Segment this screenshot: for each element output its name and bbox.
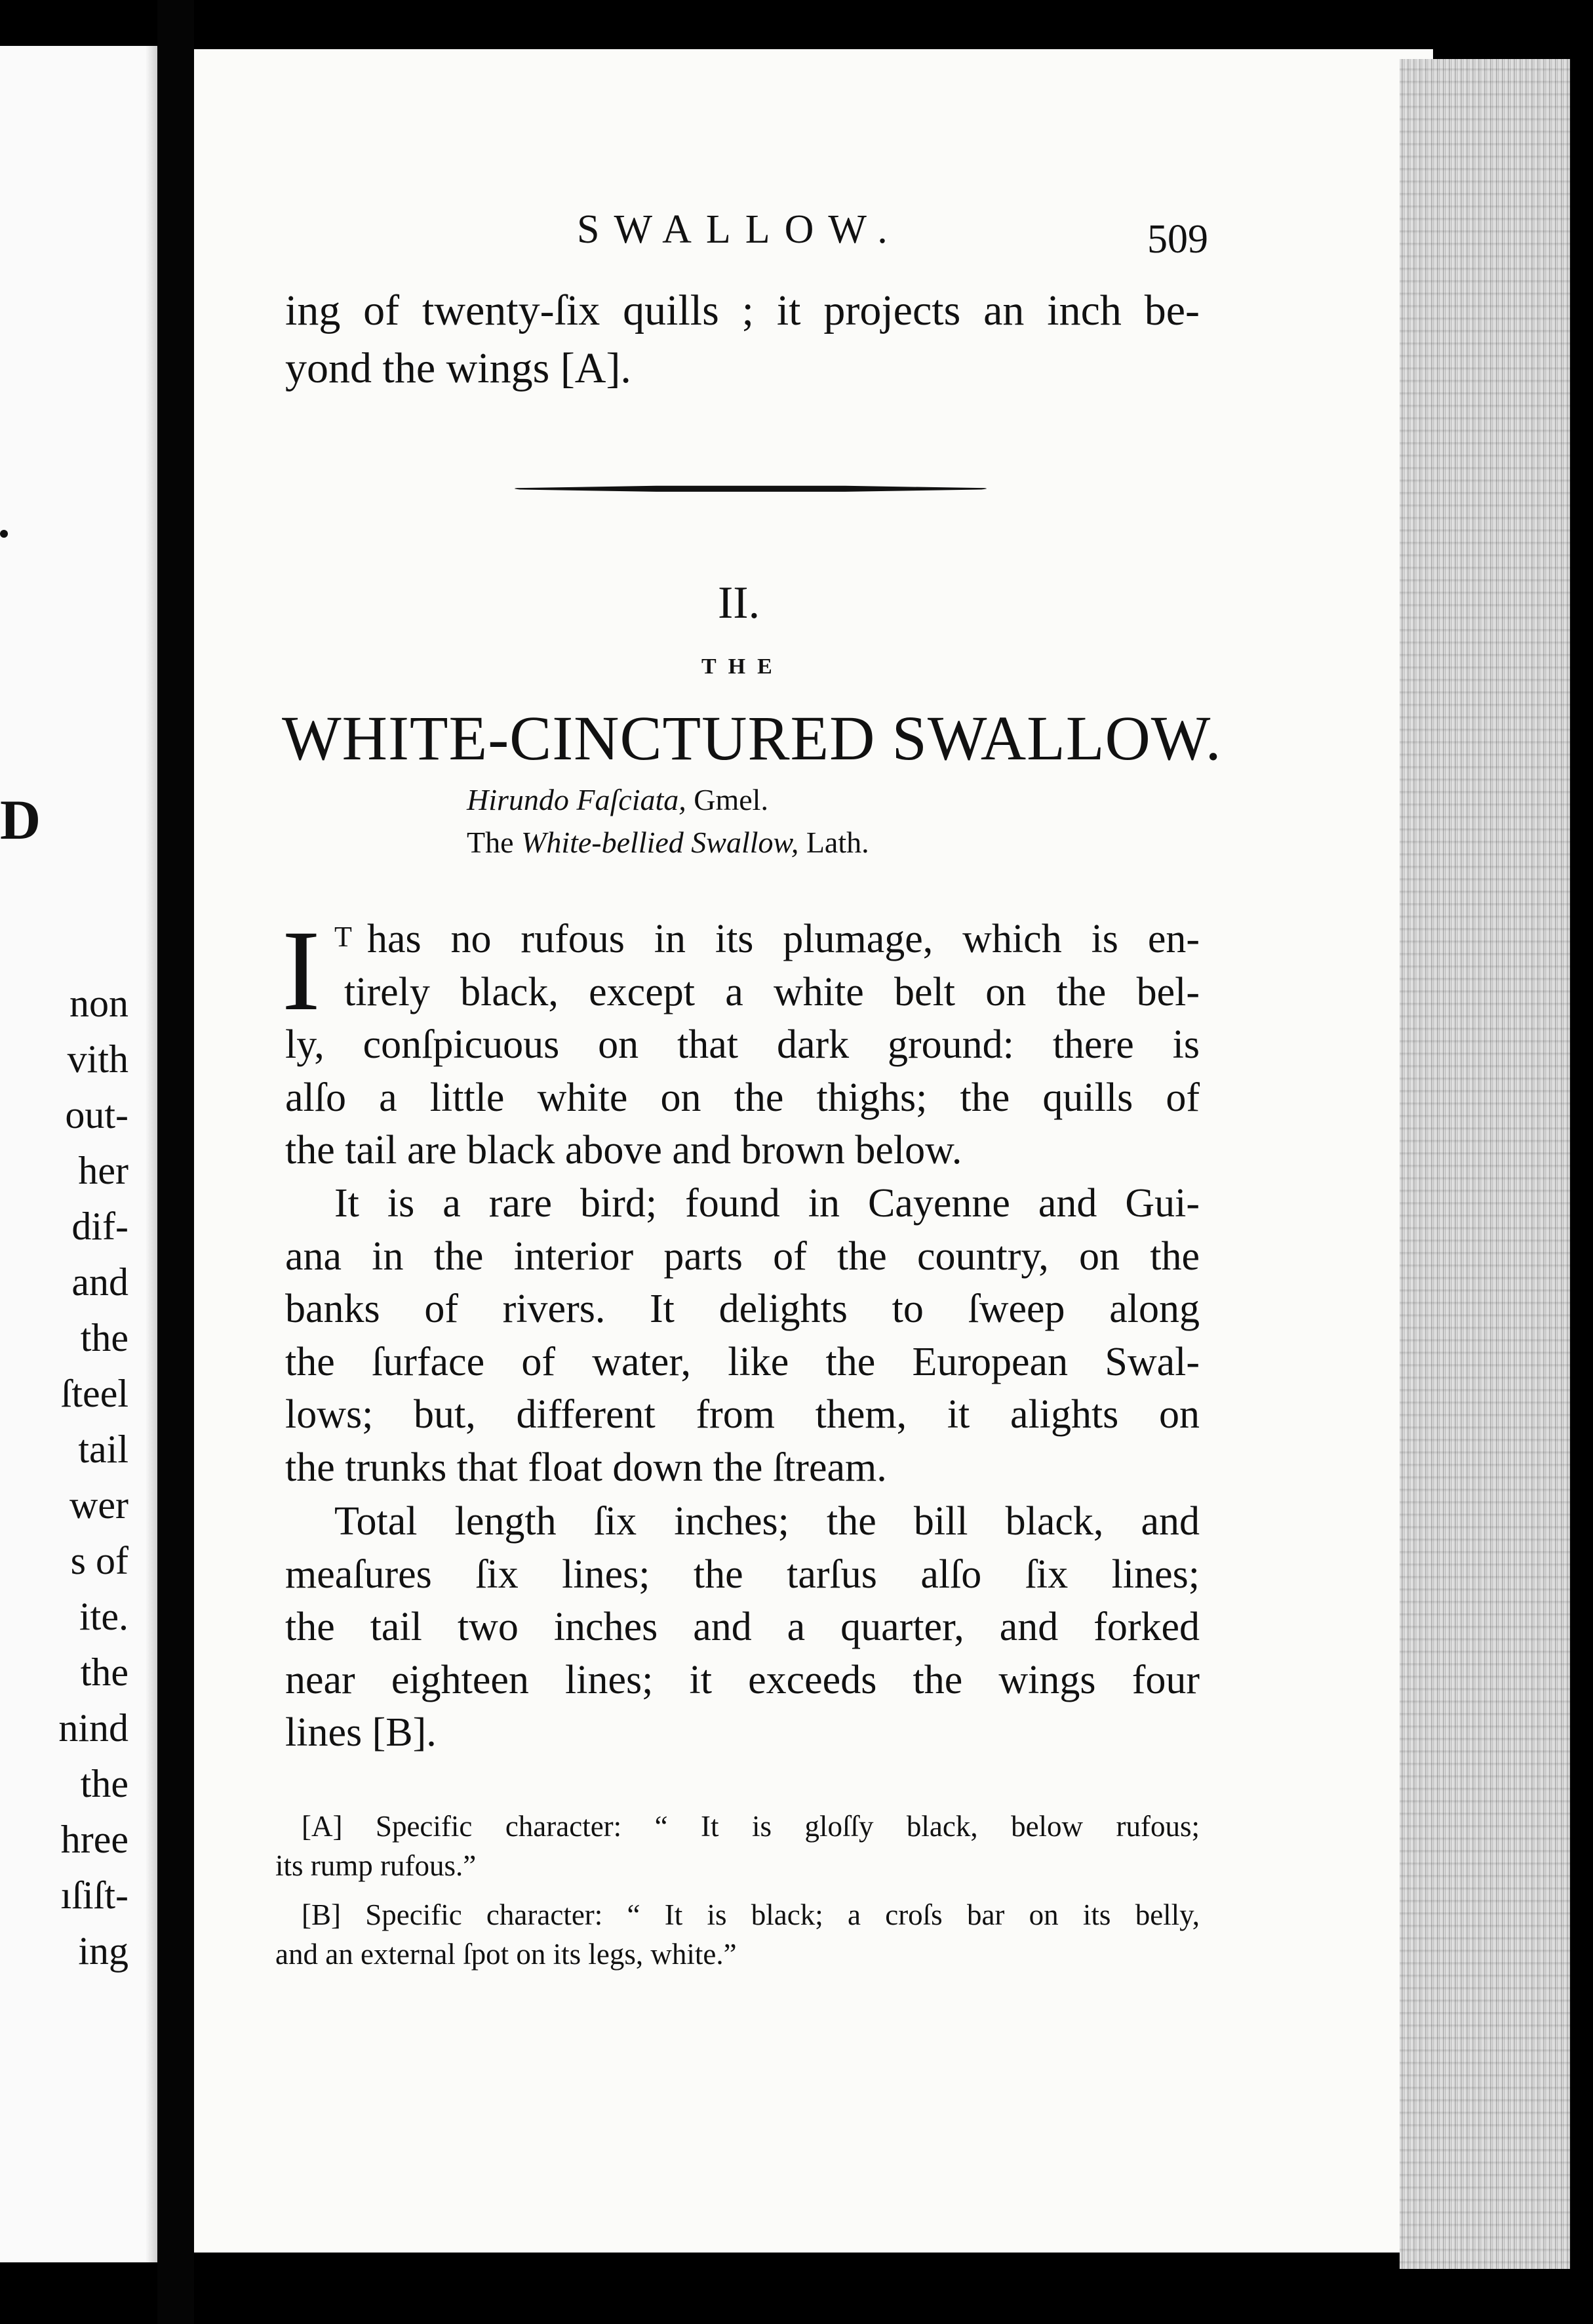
left-page-fragment: her <box>78 1149 128 1192</box>
left-page-fragment: wer <box>69 1483 128 1527</box>
book-gutter <box>157 0 194 2324</box>
left-page-fragment: ſteel <box>60 1372 128 1415</box>
paragraph-2 <box>285 1177 1200 1494</box>
left-page-gutter-shadow <box>146 46 157 2262</box>
left-page-fragment: nind <box>58 1706 128 1750</box>
drop-cap-small-caps: T <box>334 921 353 953</box>
synonym-latham-name: White-bellied Swallow, <box>521 826 799 859</box>
paragraph-3-line-2: meaſures ſix lines; the tarſus alſo ſix lines; <box>285 1552 1200 1597</box>
paragraph-1-line-2: tirely black, except a white belt on the bel- <box>344 969 1200 1014</box>
paragraph-3-line-5: lines [B]. <box>285 1710 437 1755</box>
section-title: WHITE-CINCTURED SWALLOW. <box>282 703 1222 773</box>
synonym-latham <box>467 825 869 860</box>
running-title: SWALLOW. <box>577 207 902 252</box>
left-page-fragment: ite. <box>79 1595 128 1638</box>
left-page-fragment: non <box>69 982 128 1025</box>
continuation-line-1: ing of twenty-ſix quills ; it projects an inch be- <box>285 287 1200 334</box>
paragraph-1 <box>285 913 1200 1177</box>
left-page-fragment: hree <box>60 1818 128 1861</box>
footnote-a-line-1: [A] Specific character: “ It is gloſſy black, below rufous; <box>302 1810 1200 1843</box>
left-page-fragment: tail <box>78 1428 128 1471</box>
left-page-fragment: the <box>80 1316 128 1359</box>
continuation-text <box>285 282 1200 397</box>
paragraph-2-line-4: the ſurface of water, like the European Swal- <box>285 1339 1200 1384</box>
synonym-gmelin <box>467 782 768 817</box>
left-page-fragment: vith <box>67 1037 128 1081</box>
page-edges <box>1400 59 1570 2269</box>
footnote-a <box>275 1807 1200 1885</box>
left-page-mark <box>0 530 8 538</box>
footnote-b-line-2: and an external ſpot on its legs, white.” <box>275 1938 737 1971</box>
left-page-fragment: the <box>80 1762 128 1805</box>
synonym-latham-prefix: The <box>467 826 514 859</box>
paragraph-1-line-4: alſo a little white on the thighs; the quills of <box>285 1075 1200 1120</box>
paragraph-2-line-1: It is a rare bird; found in Cayenne and Gui- <box>334 1181 1200 1226</box>
left-page-fragment: the <box>80 1651 128 1694</box>
synonym-gmelin-author: Gmel. <box>694 783 768 816</box>
paragraph-2-line-2: ana in the interior parts of the country, on the <box>285 1233 1200 1279</box>
left-page-fragment: dif- <box>71 1205 128 1248</box>
footnote-b-line-1: [B] Specific character: “ It is black; a croſs bar on its belly, <box>302 1898 1200 1931</box>
paragraph-1-line-5: the tail are black above and brown below. <box>285 1128 962 1173</box>
paragraph-3 <box>285 1495 1200 1759</box>
section-article: THE <box>701 654 784 679</box>
left-page-fragment: ıſiſt- <box>60 1873 128 1917</box>
synonym-gmelin-name: Hirundo Faſciata, <box>467 783 686 816</box>
left-page-fragment: out- <box>65 1093 128 1136</box>
footnote-a-line-2: its rump rufous.” <box>275 1849 477 1882</box>
left-page-fragment: and <box>71 1260 128 1304</box>
left-page-heading-fragment: D <box>0 788 41 851</box>
paragraph-3-line-1: Total length ſix inches; the bill black, and <box>334 1499 1200 1544</box>
left-page-fragment: s of <box>70 1539 128 1582</box>
left-facing-page <box>0 46 157 2262</box>
continuation-line-2: yond the wings [A]. <box>285 344 631 392</box>
paragraph-2-line-5: lows; but, different from them, it alights on <box>285 1392 1200 1437</box>
paragraph-1-line-1: has no rufous in its plumage, which is en- <box>367 917 1200 961</box>
paragraph-2-line-6: the trunks that float down the ſtream. <box>285 1445 887 1490</box>
synonym-latham-author: Lath. <box>806 826 869 859</box>
footnote-b <box>275 1895 1200 1974</box>
paragraph-3-line-4: near eighteen lines; it exceeds the wings four <box>285 1657 1200 1702</box>
drop-cap: I <box>282 907 321 1035</box>
paragraph-2-line-3: banks of rivers. It delights to ſweep along <box>285 1287 1200 1332</box>
section-number: II. <box>718 578 760 628</box>
paragraph-1-line-3: ly, conſpicuous on that dark ground: there is <box>285 1022 1200 1068</box>
left-page-fragment: ing <box>78 1929 128 1973</box>
page-number: 509 <box>1147 217 1208 262</box>
paragraph-3-line-3: the tail two inches and a quarter, and forked <box>285 1605 1200 1650</box>
